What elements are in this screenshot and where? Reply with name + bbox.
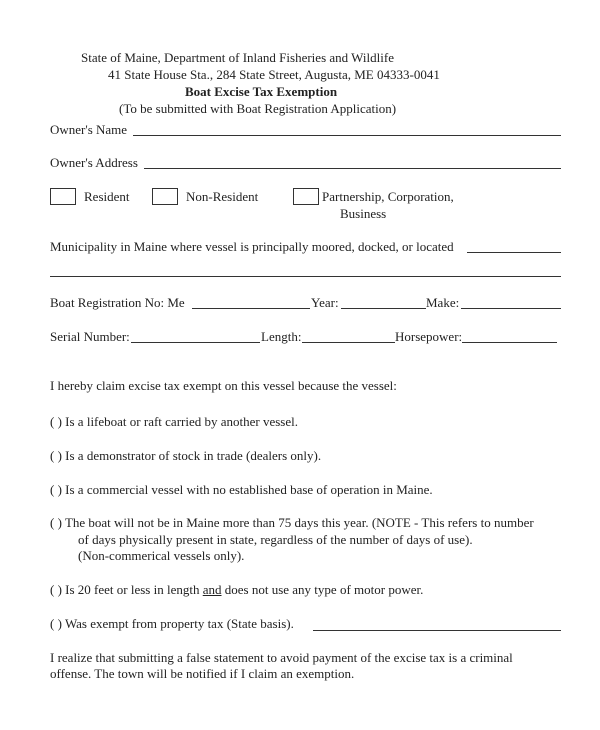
option-text: Is a lifeboat or raft carried by another vessel. — [65, 414, 298, 429]
length-label: Length: — [261, 329, 302, 344]
option-commercial[interactable] — [50, 482, 433, 498]
horsepower-field[interactable] — [462, 342, 557, 343]
option-paren[interactable]: ( ) — [50, 482, 62, 497]
option-paren[interactable]: ( ) — [50, 616, 62, 631]
option-paren[interactable]: ( ) — [50, 414, 62, 429]
non-resident-label: Non-Resident — [186, 189, 259, 204]
boat-reg-label: Boat Registration No: Me — [50, 295, 185, 310]
disclaimer-line2: offense. The town will be notified if I claim an exemption. — [50, 666, 355, 681]
option-text: Is a commercial vessel with no established base of operation in Maine. — [65, 482, 433, 497]
owner-address-field[interactable] — [144, 168, 561, 169]
serial-field[interactable] — [131, 342, 260, 343]
option-demonstrator[interactable] — [50, 448, 321, 464]
option-75-days-line2: of days physically present in state, regardless of the number of days of use). — [78, 532, 473, 547]
year-field[interactable] — [341, 308, 426, 309]
option-paren[interactable]: ( ) — [50, 448, 62, 463]
option-text: Is 20 feet or less in length — [65, 582, 203, 597]
non-resident-checkbox[interactable] — [152, 188, 178, 205]
form-title: Boat Excise Tax Exemption — [185, 84, 338, 99]
resident-label: Resident — [84, 189, 130, 204]
option-75-days-line3: (Non-commerical vessels only). — [78, 548, 245, 563]
year-label: Year: — [311, 295, 339, 310]
option-text: Was exempt from property tax (State basis). — [64, 616, 294, 631]
claim-intro: I hereby claim excise tax exempt on this vessel because the vessel: — [50, 378, 397, 393]
option-75-days[interactable] — [50, 515, 534, 531]
owner-name-field[interactable] — [133, 135, 561, 136]
business-label: Business — [340, 206, 387, 221]
partnership-checkbox[interactable] — [293, 188, 319, 205]
option-paren[interactable]: ( ) — [50, 515, 62, 530]
horsepower-label: Horsepower: — [395, 329, 463, 344]
disclaimer-line1: I realize that submitting a false statement to avoid payment of the excise tax is a criminal — [50, 650, 513, 665]
option-20-feet[interactable] — [50, 582, 423, 598]
make-field[interactable] — [461, 308, 561, 309]
municipality-field[interactable] — [467, 252, 561, 253]
serial-label: Serial Number: — [50, 329, 130, 344]
option-text-and: and — [202, 582, 222, 597]
agency-name: State of Maine, Department of Inland Fisheries and Wildlife — [81, 50, 394, 65]
length-field[interactable] — [302, 342, 395, 343]
owner-address-label: Owner's Address — [50, 155, 138, 170]
make-label: Make: — [426, 295, 460, 310]
option-lifeboat[interactable] — [50, 414, 298, 430]
option-property-tax[interactable] — [50, 616, 294, 632]
option-text: The boat will not be in Maine more than 75 days this year. (NOTE - This refers to number — [64, 515, 534, 530]
agency-address: 41 State House Sta., 284 State Street, Augusta, ME 04333-0041 — [108, 67, 440, 82]
form-subtitle: (To be submitted with Boat Registration Application) — [119, 101, 397, 116]
boat-reg-field[interactable] — [192, 308, 310, 309]
municipality-field-cont[interactable] — [50, 276, 561, 277]
partnership-label: Partnership, Corporation, — [322, 189, 454, 204]
owner-name-label: Owner's Name — [50, 122, 128, 137]
option-text-cont: does not use any type of motor power. — [221, 582, 424, 597]
property-tax-field[interactable] — [313, 630, 561, 631]
option-paren[interactable]: ( ) — [50, 582, 62, 597]
municipality-label: Municipality in Maine where vessel is principally moored, docked, or located — [50, 239, 454, 254]
option-text: Is a demonstrator of stock in trade (dealers only). — [65, 448, 322, 463]
resident-checkbox[interactable] — [50, 188, 76, 205]
